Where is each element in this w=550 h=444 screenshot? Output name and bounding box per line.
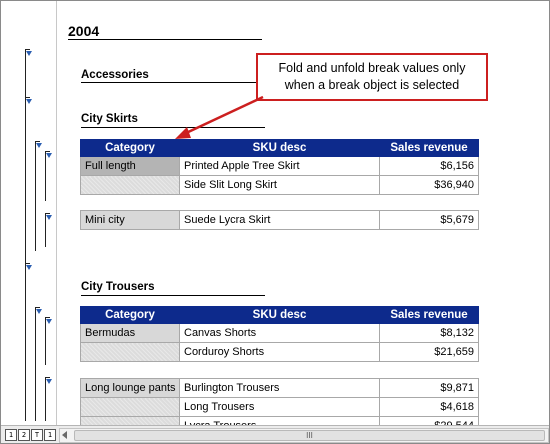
- fold-level-button[interactable]: 1: [44, 429, 56, 441]
- fold-bracket-skirts-table[interactable]: [35, 141, 40, 251]
- table-row[interactable]: [81, 379, 479, 398]
- sku-cell[interactable]: Side Slit Long Skirt: [180, 176, 380, 195]
- sku-cell[interactable]: Canvas Shorts: [180, 324, 380, 343]
- sku-cell[interactable]: Long Trousers: [180, 398, 380, 417]
- fold-arrow-icon[interactable]: [26, 265, 32, 270]
- table-row[interactable]: [81, 157, 479, 176]
- bottom-bar: [1, 425, 550, 444]
- city-trousers-table: [80, 306, 479, 362]
- category-cell-empty[interactable]: [81, 176, 180, 195]
- section-underline: [81, 295, 265, 296]
- revenue-cell[interactable]: $8,132: [380, 324, 479, 343]
- revenue-cell[interactable]: $21,659: [380, 343, 479, 362]
- fold-arrow-icon[interactable]: [26, 51, 32, 56]
- category-cell-empty[interactable]: [81, 398, 180, 417]
- category-cell[interactable]: Bermudas: [81, 324, 180, 343]
- column-header-category[interactable]: Category: [81, 307, 180, 324]
- fold-bracket-full-length[interactable]: [45, 151, 50, 201]
- fold-arrow-icon[interactable]: [46, 379, 52, 384]
- column-header-revenue[interactable]: Sales revenue: [380, 307, 479, 324]
- scrollbar-thumb[interactable]: III: [74, 430, 545, 441]
- table-row[interactable]: [81, 324, 479, 343]
- city-skirts-table-block-2: [80, 210, 479, 230]
- section-title-city-trousers[interactable]: City Trousers: [81, 281, 155, 293]
- category-cell-selected[interactable]: Full length: [81, 157, 180, 176]
- category-cell[interactable]: Mini city: [81, 211, 180, 230]
- section-underline: [81, 127, 265, 128]
- fold-bracket-long-lounge-pants[interactable]: [45, 377, 50, 421]
- fold-level-button[interactable]: 2: [18, 429, 30, 441]
- sku-cell[interactable]: Printed Apple Tree Skirt: [180, 157, 380, 176]
- revenue-cell[interactable]: $4,618: [380, 398, 479, 417]
- column-header-sku[interactable]: SKU desc: [180, 140, 380, 157]
- revenue-cell[interactable]: $9,871: [380, 379, 479, 398]
- sku-cell[interactable]: Suede Lycra Skirt: [180, 211, 380, 230]
- fold-bracket-city-skirts[interactable]: [25, 97, 30, 261]
- column-header-sku[interactable]: SKU desc: [180, 307, 380, 324]
- table-row[interactable]: [81, 398, 479, 417]
- fold-arrow-icon[interactable]: [46, 215, 52, 220]
- fold-margin: [1, 1, 57, 425]
- fold-bracket-trousers-table[interactable]: [35, 307, 40, 421]
- section-underline: [81, 82, 265, 83]
- fold-bracket-city-trousers[interactable]: [25, 263, 30, 421]
- table-row[interactable]: [81, 343, 479, 362]
- callout-line: Fold and unfold break values only: [278, 61, 466, 75]
- year-header[interactable]: 2004: [68, 23, 100, 39]
- fold-level-button[interactable]: 1: [5, 429, 17, 441]
- callout-annotation: [256, 53, 488, 101]
- fold-arrow-icon[interactable]: [46, 153, 52, 158]
- fold-level-button[interactable]: T: [31, 429, 43, 441]
- column-header-revenue[interactable]: Sales revenue: [380, 140, 479, 157]
- table-row[interactable]: [81, 176, 479, 195]
- table-header-row: [81, 307, 479, 324]
- section-title-accessories[interactable]: Accessories: [81, 69, 149, 81]
- sku-cell[interactable]: Corduroy Shorts: [180, 343, 380, 362]
- revenue-cell[interactable]: $36,940: [380, 176, 479, 195]
- category-cell-empty[interactable]: [81, 343, 180, 362]
- revenue-cell[interactable]: $5,679: [380, 211, 479, 230]
- fold-bracket-bermudas[interactable]: [45, 317, 50, 365]
- section-title-city-skirts[interactable]: City Skirts: [81, 113, 138, 125]
- fold-bracket-mini-city[interactable]: [45, 213, 50, 247]
- column-header-category[interactable]: Category: [81, 140, 180, 157]
- fold-arrow-icon[interactable]: [26, 99, 32, 104]
- city-skirts-table: [80, 139, 479, 195]
- fold-arrow-icon[interactable]: [46, 319, 52, 324]
- revenue-cell[interactable]: $6,156: [380, 157, 479, 176]
- table-row[interactable]: [81, 211, 479, 230]
- fold-arrow-icon[interactable]: [36, 309, 42, 314]
- table-header-row: [81, 140, 479, 157]
- scroll-left-icon[interactable]: [62, 431, 67, 439]
- category-cell[interactable]: Long lounge pants: [81, 379, 180, 398]
- fold-arrow-icon[interactable]: [36, 143, 42, 148]
- callout-line: when a break object is selected: [284, 78, 460, 92]
- sku-cell[interactable]: Burlington Trousers: [180, 379, 380, 398]
- year-underline: [68, 39, 262, 40]
- horizontal-scrollbar[interactable]: [59, 428, 549, 443]
